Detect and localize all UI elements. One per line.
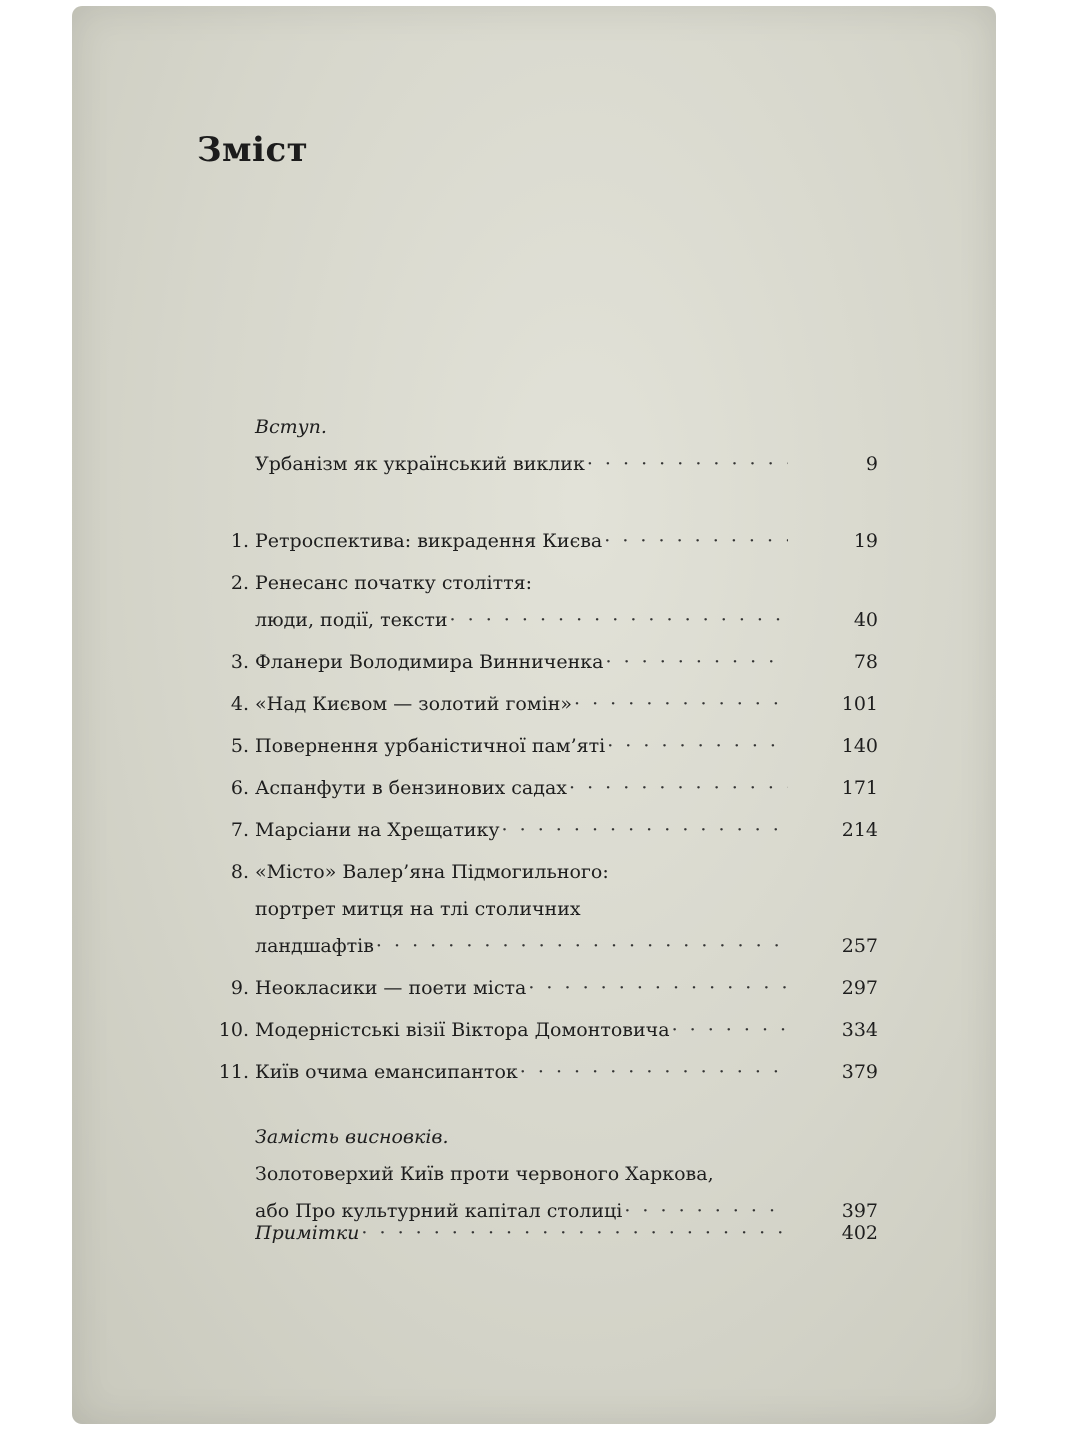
chapter-title-with-leader — [255, 967, 788, 1009]
chapter-title-line: портрет митця на тлі столичних — [255, 898, 581, 920]
chapter-title: Фланери Володимира Винниченка — [255, 651, 604, 673]
chapter-title-line: «Місто» Валер’яна Підмогильного: — [255, 861, 609, 883]
chapter-page-number: 101 — [841, 693, 878, 715]
toc-entry-chapter — [72, 562, 996, 641]
toc-entry-intro — [72, 406, 996, 485]
chapter-page-number: 78 — [853, 651, 878, 673]
notes-title: Примітки — [255, 1222, 360, 1244]
dot-leader — [374, 925, 788, 967]
toc-entry-chapter — [72, 1009, 996, 1051]
chapter-title: «Над Києвом — золотий гомін» — [255, 693, 572, 715]
chapter-title-with-leader — [255, 725, 788, 767]
dot-leader — [500, 809, 788, 851]
chapter-page-number: 19 — [853, 530, 878, 552]
chapter-title-with-leader — [255, 1009, 788, 1051]
chapter-title: Марсіани на Хрещатику — [255, 819, 500, 841]
dot-leader — [602, 520, 788, 562]
chapter-title: Ретроспектива: викрадення Києва — [255, 530, 603, 552]
toc-entry-chapter — [72, 851, 996, 967]
book-page — [72, 6, 996, 1424]
chapter-number: 8. — [230, 861, 249, 883]
conclusion-line-1: Золотоверхий Київ проти червоного Харкова, — [255, 1163, 714, 1185]
chapter-page-number: 214 — [841, 819, 878, 841]
dot-leader — [572, 683, 788, 725]
chapter-title-with-leader — [255, 809, 788, 851]
chapter-number: 10. — [218, 1019, 249, 1041]
chapter-number: 1. — [230, 530, 249, 552]
chapter-number: 9. — [230, 977, 249, 999]
chapter-page-number: 257 — [841, 935, 878, 957]
dot-leader — [603, 641, 788, 683]
chapter-title: Київ очима емансипанток — [255, 1061, 518, 1083]
conclusion-title: або Про культурний капітал столиці — [255, 1200, 623, 1222]
chapter-title-with-leader — [255, 599, 788, 641]
toc-entry-chapter — [72, 809, 996, 851]
chapter-number: 5. — [230, 735, 249, 757]
toc-entry-chapter — [72, 1051, 996, 1093]
toc-entry-chapter — [72, 683, 996, 725]
toc-entry-chapter — [72, 725, 996, 767]
chapter-number: 3. — [230, 651, 249, 673]
chapter-title-with-leader — [255, 641, 788, 683]
chapter-title: Повернення урбаністичної пам’яті — [255, 735, 606, 757]
intro-title: Урбанізм як український виклик — [255, 453, 585, 475]
chapter-title-with-leader — [255, 520, 788, 562]
conclusion-label: Замість висновків. — [255, 1126, 449, 1148]
dot-leader — [605, 725, 788, 767]
toc-entry-chapter — [72, 767, 996, 809]
chapter-page-number: 40 — [853, 609, 878, 631]
dot-leader — [526, 967, 788, 1009]
dot-leader — [359, 1212, 788, 1254]
chapter-number: 2. — [230, 572, 249, 594]
chapter-title-with-leader — [255, 925, 788, 967]
chapter-title-with-leader — [255, 767, 788, 809]
page-title: Зміст — [197, 130, 309, 170]
chapter-page-number: 171 — [841, 777, 878, 799]
chapter-title: Модерністські візії Віктора Домонтовича — [255, 1019, 670, 1041]
toc-entry-notes — [72, 1212, 996, 1254]
chapter-number: 6. — [230, 777, 249, 799]
chapter-number: 11. — [218, 1061, 249, 1083]
chapter-title: ландшафтів — [255, 935, 374, 957]
chapter-page-number: 379 — [841, 1061, 878, 1083]
toc-entry-chapter — [72, 641, 996, 683]
intro-label: Вступ. — [255, 416, 327, 438]
toc-entry-chapter — [72, 967, 996, 1009]
dot-leader — [518, 1051, 788, 1093]
notes-page-number: 402 — [841, 1222, 878, 1244]
dot-leader — [585, 443, 788, 485]
chapter-title-with-leader — [255, 683, 788, 725]
dot-leader — [670, 1009, 788, 1051]
dot-leader — [448, 599, 788, 641]
chapter-page-number: 297 — [841, 977, 878, 999]
chapter-title: люди, події, тексти — [255, 609, 448, 631]
chapter-title: Аспанфути в бензинових садах — [255, 777, 567, 799]
chapter-title: Неокласики — поети міста — [255, 977, 527, 999]
chapter-page-number: 140 — [841, 735, 878, 757]
chapter-number: 4. — [230, 693, 249, 715]
chapter-number: 7. — [230, 819, 249, 841]
chapter-title-with-leader — [255, 1051, 788, 1093]
intro-page-number: 9 — [865, 453, 878, 475]
toc-entry-chapter — [72, 520, 996, 562]
chapter-title-line: Ренесанс початку століття: — [255, 572, 532, 594]
dot-leader — [567, 767, 788, 809]
intro-title-line — [255, 443, 788, 485]
chapter-page-number: 334 — [841, 1019, 878, 1041]
conclusion-page-number: 397 — [841, 1200, 878, 1222]
notes-title-line — [255, 1212, 788, 1254]
